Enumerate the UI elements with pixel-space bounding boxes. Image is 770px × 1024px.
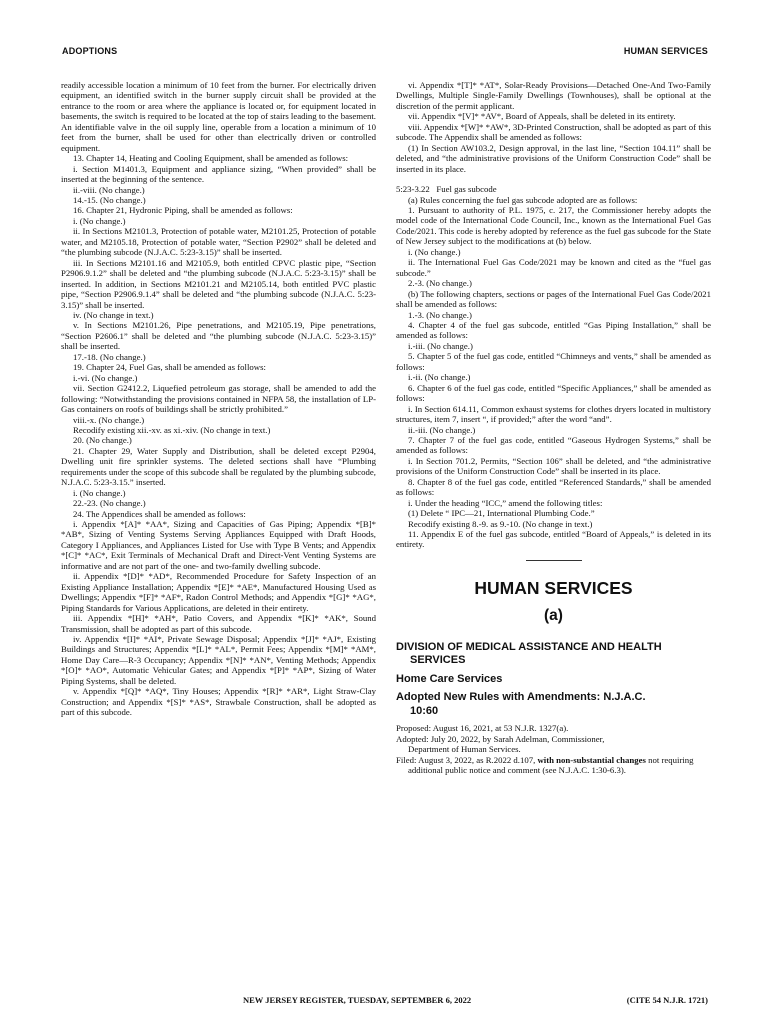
agency-line: SERVICES (410, 654, 466, 667)
footer-citation: (CITE 54 N.J.R. 1721) (626, 995, 708, 1005)
paragraph: i. (No change.) (73, 215, 126, 226)
paragraph: 7. Chapter 7 of the fuel gas code, entitled “Gaseous Hydrogen Systems,” shall be amended as follows: (396, 434, 711, 456)
paragraph: 17.-18. (No change.) (73, 351, 146, 362)
paragraph: i. In Section 614.11, Common exhaust systems for clothes dryers located in multistory structures, item 7, insert “, if provided;” after the word “and”. (396, 403, 711, 425)
paragraph: Recodify existing xii.-xv. as xi.-xiv. (No change in text.) (73, 424, 271, 435)
filed-line (396, 755, 711, 776)
notice-letter: (a) (544, 606, 563, 624)
rule-title-line: Adopted New Rules with Amendments: N.J.A.C. (396, 691, 646, 704)
paragraph: 20. (No change.) (73, 435, 132, 446)
rule-title-line: 10:60 (410, 704, 439, 717)
paragraph: (a) Rules concerning the fuel gas subcode adopted are as follows: (408, 194, 638, 205)
adopted-line (396, 734, 711, 755)
paragraph: i. Section M1401.3, Equipment and appliance sizing, “When provided” shall be inserted at the beginning of the sentence. (61, 163, 376, 185)
filed-text: Filed: August 3, 2022, as R.2022 d.107, (396, 754, 538, 765)
running-head-right: HUMAN SERVICES (623, 46, 708, 56)
paragraph: Recodify existing 8.-9. as 9.-10. (No change in text.) (408, 518, 593, 529)
paragraph: (1) Delete “ IPC—21, International Plumbing Code.” (408, 508, 595, 519)
department-title: HUMAN SERVICES (474, 577, 633, 598)
paragraph: 6. Chapter 6 of the fuel gas code, entitled “Specific Appliances,” shall be amended as follows: (396, 382, 711, 404)
paragraph: 1.-3. (No change.) (408, 309, 472, 320)
running-head-left: ADOPTIONS (62, 46, 118, 56)
proposed-line: Proposed: August 16, 2021, at 53 N.J.R. 1327(a). (396, 723, 569, 734)
filed-text: not requiring additional public notice and comment (see N.J.A.C. 1:30-6.3). (408, 754, 694, 776)
paragraph: 24. The Appendices shall be amended as follows: (73, 508, 246, 519)
filed-emphasis: with non-substantial changes (537, 754, 646, 765)
agency-line: DIVISION OF MEDICAL ASSISTANCE AND HEALTH (396, 640, 662, 653)
paragraph: 8. Chapter 8 of the fuel gas code, entitled “Referenced Standards,” shall be amended as follows: (396, 476, 711, 498)
paragraph: (1) In Section AW103.2, Design approval, in the last line, “Section 104.11” shall be deleted, and “the administrative provisions of the Uniform Construction Code” shall be inserted in its place. (396, 142, 711, 174)
paragraph: viii.-x. (No change.) (73, 414, 145, 425)
paragraph: vi. Appendix *[T]* *AT*, Solar-Ready Provisions—Detached One-And Two-Family Dwellings, Multiple Single-Family Dwellings (Townhouses), shall be optional at the discretion of the permit applicant. (396, 80, 711, 111)
paragraph: i.-vi. (No change.) (73, 372, 138, 383)
right-column (396, 80, 711, 776)
paragraph: readily accessible location a minimum of 10 feet from the burner. For electrically driven equipment, an identified switch in the burner supply circuit shall be provided at the entrance to the room or area where the appliance is located or, for equipment located in basements, the switch is required to be located at the top of stairs leading to the basement. An identifiable valve in the oil supply line, operable from a location a minimum of 10 feet from the burner, shall be used for other than electrically driven or controlled equipment. (61, 80, 376, 153)
paragraph: i. Under the heading “ICC,” amend the following titles: (408, 497, 603, 508)
paragraph: 21. Chapter 29, Water Supply and Distribution, shall be deleted except P2904, Dwelling unit fire sprinkler systems. The deleted sections shall have “Plumbing requirements under the scope of this subcode shall be regulated by the plumbing subcode, N.J.A.C. 5:23-3.15.” inserted. (61, 445, 376, 488)
paragraph: i. (No change.) (73, 487, 126, 498)
paragraph: ii. The International Fuel Gas Code/2021 may be known and cited as the “fuel gas subcode.” (396, 257, 711, 278)
adopted-text: Department of Human Services. (408, 744, 521, 755)
paragraph: 5. Chapter 5 of the fuel gas code, entitled “Chimneys and vents,” shall be amended as follows: (396, 351, 711, 372)
paragraph: i. Appendix *[A]* *AA*, Sizing and Capacities of Gas Piping; Appendix *[B]* *AB*, Sizing of Venting Systems Serving Appliances Equipped with Draft Hoods, Category I Appliances, and Appliances Listed for Use with Type B Vents; and Appendix *[C]* *AC*, Exit Terminals of Mechanical Draft and Direct-Vent Venting Systems are informative and are not part of the one- and two-family dwelling subcode. (61, 519, 376, 571)
paragraph: vii. Section G2412.2, Liquefied petroleum gas storage, shall be amended to add the following: “Notwithstanding the provisions contained in NFPA 58, the installation of LP-Gas containers on roofs of buildings shall be strictly prohibited.” (61, 383, 376, 415)
paragraph: ii.-viii. (No change.) (73, 184, 145, 195)
paragraph: i. In Section 701.2, Permits, “Section 106” shall be deleted, and “the administrative provisions of the Uniform Construction Code” shall be inserted in its place. (396, 455, 711, 477)
paragraph: ii.-iii. (No change.) (408, 424, 476, 435)
paragraph: 2.-3. (No change.) (408, 278, 472, 289)
rule-title (396, 691, 711, 718)
topic-title: Home Care Services (396, 672, 503, 685)
paragraph: iv. Appendix *[I]* *AI*, Private Sewage Disposal; Appendix *[J]* *AJ*, Existing Buildings and Structures; Appendix *[L]* *AL*, Permit Fees; Appendix *[M]* *AM*, Home Day Care—R-3 Occupancy; Appendix *[N]* *AN*, Venting Methods; Appendix *[O]* *AO*, Automatic Vehicular Gates; and Appendix *[P]* *AP*, Sizing of Water Piping Systems, shall be deleted. (61, 634, 376, 686)
paragraph: 1. Pursuant to authority of P.L. 1975, c. 217, the Commissioner hereby adopts the model code of the International Code Council, Inc., known as the International Fuel Gas Code/2021. This code is hereby adopted by reference as the fuel gas subcode for the State of New Jersey subject to the modifications at (b) below. (396, 204, 711, 247)
paragraph: ii. In Sections M2101.3, Protection of potable water, M2101.25, Protection of potable water, and M2105.18, Protection of potable water, “Section P2902” shall be deleted and “the plumbing subcode (N.J.A.C. 5:23-3.15)” shall be inserted. (61, 226, 376, 258)
paragraph: ii. Appendix *[D]* *AD*, Recommended Procedure for Safety Inspection of an Existing Appliance Installation; Appendix *[E]* *AE*, Manufactured Housing Used as Dwellings; Appendix *[F]* *AF*, Radon Control Methods; and Appendix *[G]* *AG*, Piping Standards for Various Applications, are deleted in their entirety. (61, 571, 376, 613)
paragraph: 14.-15. (No change.) (73, 194, 146, 205)
paragraph: iii. Appendix *[H]* *AH*, Patio Covers, and Appendix *[K]* *AK*, Sound Transmission, shall be adopted as part of this subcode. (61, 613, 376, 634)
footer-publication: NEW JERSEY REGISTER, TUESDAY, SEPTEMBER 6, 2022 (243, 995, 472, 1005)
paragraph: viii. Appendix *[W]* *AW*, 3D-Printed Construction, shall be adopted as part of this subcode. The Appendix shall be amended as follows: (396, 121, 711, 143)
paragraph: i.-iii. (No change.) (408, 340, 473, 351)
paragraph: 16. Chapter 21, Hydronic Piping, shall be amended as follows: (73, 205, 293, 216)
agency-name (396, 641, 711, 668)
paragraph: iii. In Sections M2101.16 and M2105.9, both entitled CPVC plastic pipe, “Section P2906.9.1.2” shall be deleted and “the plumbing subcode (N.J.A.C. 5:23-3.15)” shall be inserted. In addition, in Sections M2101.21 and M2105.14, both entitled PVC plastic pipe, “Section P2906.9.1.4” shall be deleted and “the plumbing subcode (N.J.A.C. 5:23-3.15)” shall be inserted. (61, 257, 376, 310)
paragraph: i.-ii. (No change.) (408, 372, 471, 383)
paragraph: v. Appendix *[Q]* *AQ*, Tiny Houses; Appendix *[R]* *AR*, Light Straw-Clay Construction; and Appendix *[S]* *AS*, Strawbale Construction, shall be adopted as part of this subcode. (61, 686, 376, 718)
paragraph: 22.-23. (No change.) (73, 498, 146, 509)
paragraph: 4. Chapter 4 of the fuel gas subcode, entitled “Gas Piping Installation,” shall be amended as follows: (396, 319, 711, 341)
section-divider (526, 560, 582, 561)
paragraph: 19. Chapter 24, Fuel Gas, shall be amended as follows: (73, 362, 266, 373)
paragraph: i. (No change.) (408, 246, 461, 257)
paragraph: 13. Chapter 14, Heating and Cooling Equipment, shall be amended as follows: (73, 153, 349, 164)
adopted-text: Adopted: July 20, 2022, by Sarah Adelman, Commissioner, (396, 733, 605, 744)
paragraph: iv. (No change in text.) (73, 309, 154, 320)
section-heading: 5:23-3.22 Fuel gas subcode (396, 184, 497, 195)
paragraph: v. In Sections M2101.26, Pipe penetrations, and M2105.19, Pipe penetrations, “Section P2606.1” shall be deleted and “the plumbing subcode (N.J.A.C. 5:23-3.15)” shall be inserted. (61, 320, 376, 352)
adoption-metadata (396, 723, 711, 776)
paragraph: 11. Appendix E of the fuel gas subcode, entitled “Board of Appeals,” is deleted in its entirety. (396, 529, 711, 550)
paragraph: (b) The following chapters, sections or pages of the International Fuel Gas Code/2021 shall be amended as follows: (396, 288, 711, 310)
paragraph: vii. Appendix *[V]* *AV*, Board of Appeals, shall be deleted in its entirety. (408, 111, 676, 122)
left-column (61, 80, 376, 718)
